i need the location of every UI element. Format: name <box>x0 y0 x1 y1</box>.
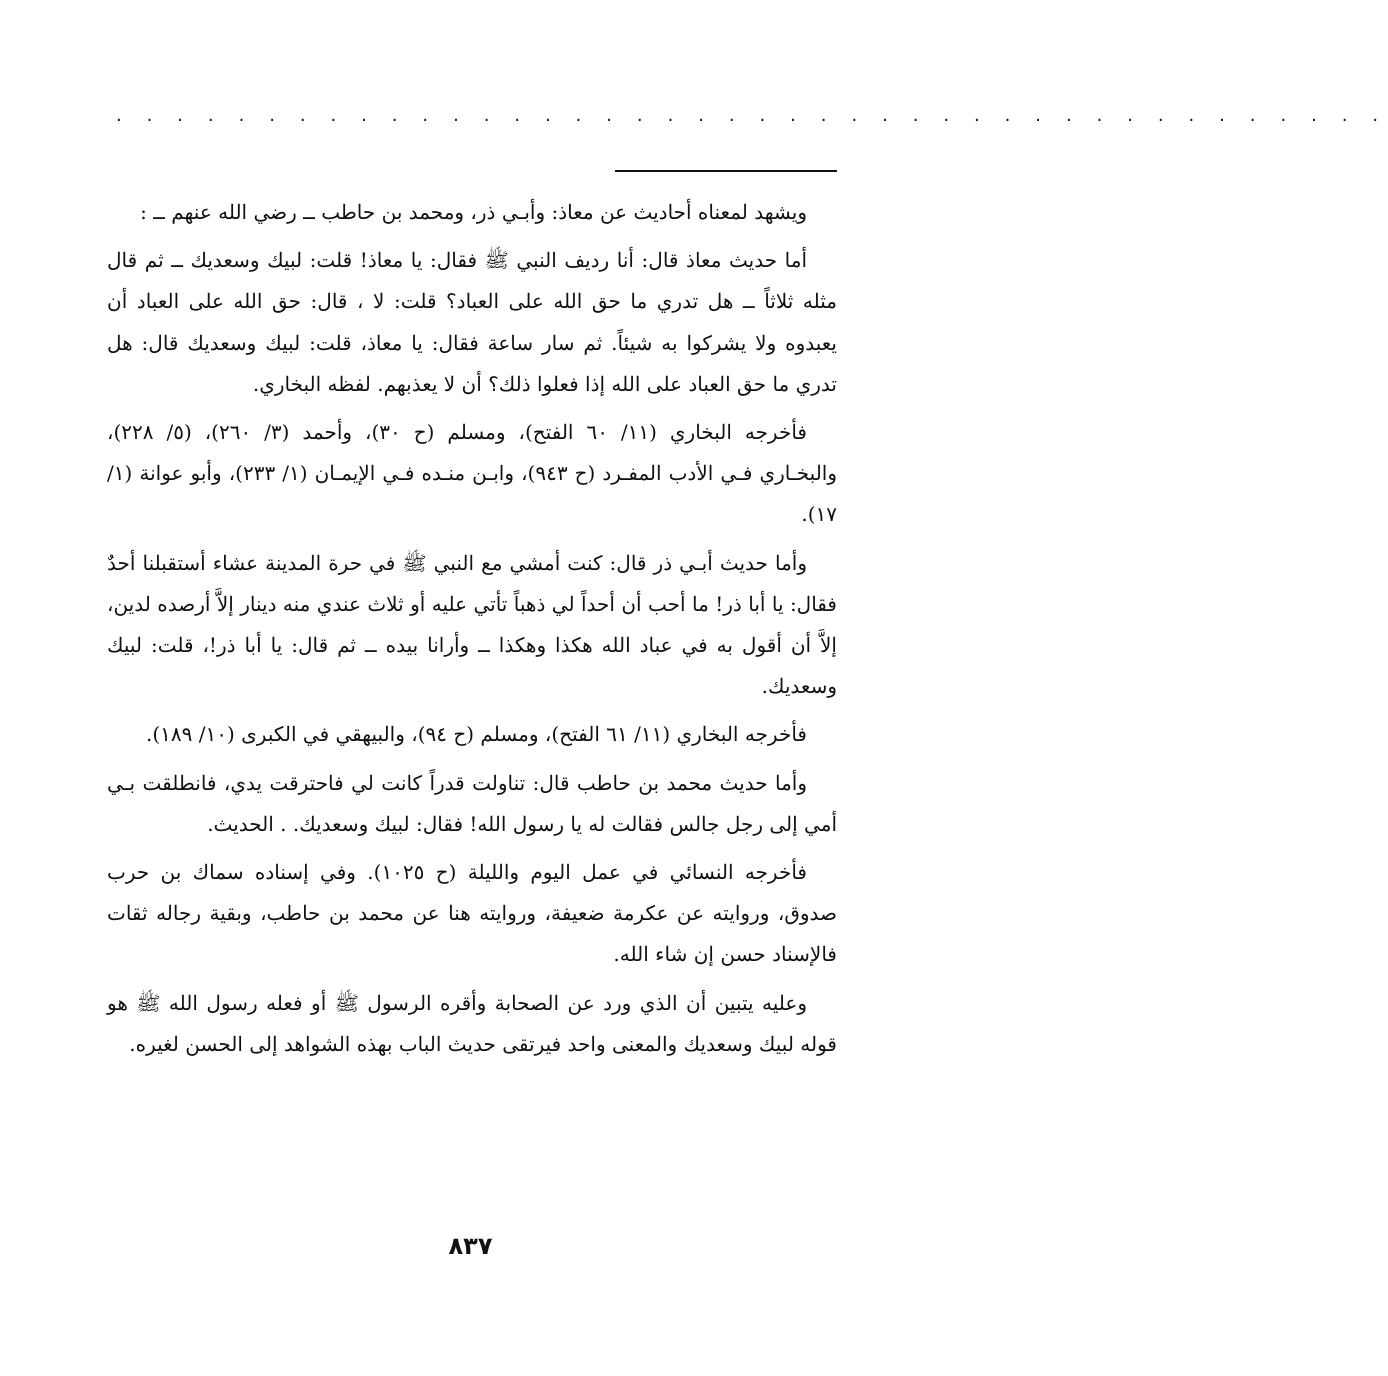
body-text <box>107 192 837 1072</box>
paragraph-muadh-hadith: أما حديث معاذ قال: أنا رديف النبي ﷺ فقال: يا معاذ! قلت: لبيك وسعديك ــ ثم قال مثله ثلاثاً ــ هل تدري ما حق الله على العباد؟ قلت: لا ، قال: حق الله على العباد أن يعبدوه ولا يشركوا به شيئاً. ثم سار ساعة فقال: يا معاذ، قلت: لبيك وسعديك قال: هل تدري ما حق العباد على الله إذا فعلوا ذلك؟ أن لا يعذبهم. لفظه البخاري. <box>107 248 837 396</box>
page-number: ٨٣٧ <box>448 1232 493 1260</box>
dotted-separator: . . . . . . . . . . . . . . . . . . . . . . . . . . . . . . . . . . . . . . . . . . <box>116 105 1388 126</box>
paragraph-abu-dhar-takhrij: فأخرجه البخاري (١١/ ٦١ الفتح)، ومسلم (ح ٩٤)، والبيهقي في الكبرى (١٠/ ١٨٩). <box>145 722 807 747</box>
paragraph-abu-dhar-hadith: وأما حديث أبـي ذر قال: كنت أمشي مع النبي ﷺ في حرة المدينة عشاء أستقبلنا أحدٌ فقال: يا أبا ذر! ما أحب أن أحداً لي ذهباً تأتي عليه أو ثلاث عندي منه دينار إلاَّ أرصده لدين، إلاَّ أن أقول به في عباد الله هكذا وهكذا ــ وأرانا بيده ــ ثم قال: يا أبا ذر!، قلت: لبيك وسعديك. <box>107 550 837 699</box>
paragraph-hatib-hadith: وأما حديث محمد بن حاطب قال: تناولت قدراً كانت لي فاحترقت يدي، فانطلقت بـي أمي إلى رجل جالس فقالت له يا رسول الله! فقال: لبيك وسعديك. . الحديث. <box>107 770 837 836</box>
paragraph-hatib-takhrij: فأخرجه النسائي في عمل اليوم والليلة (ح ١٠٢٥). وفي إسناده سماك بن حرب صدوق، وروايته عن عكرمة ضعيفة، وروايته هنا عن محمد بن حاطب، وبقية رجاله ثقات فالإسناد حسن إن شاء الله. <box>107 860 837 967</box>
paragraph-conclusion: وعليه يتبين أن الذي ورد عن الصحابة وأقره الرسول ﷺ أو فعله رسول الله ﷺ هو قوله لبيك وسعديك والمعنى واحد فيرتقى حديث الباب بهذه الشواهد إلى الحسن لغيره. <box>107 990 837 1056</box>
footnote-rule <box>615 170 837 172</box>
paragraph-intro: ويشهد لمعناه أحاديث عن معاذ: وأبـي ذر، ومحمد بن حاطب ــ رضي الله عنهم ــ : <box>140 200 807 224</box>
paragraph-muadh-takhrij: فأخرجه البخاري (١١/ ٦٠ الفتح)، ومسلم (ح ٣٠)، وأحمد (٣/ ٢٦٠)، (٥/ ٢٢٨)، والبخـاري فـي الأدب المفـرد (ح ٩٤٣)، وابـن منـده فـي الإيمـان (١/ ٢٣٣)، وأبو عوانة (١/ ١٧). <box>107 420 837 527</box>
